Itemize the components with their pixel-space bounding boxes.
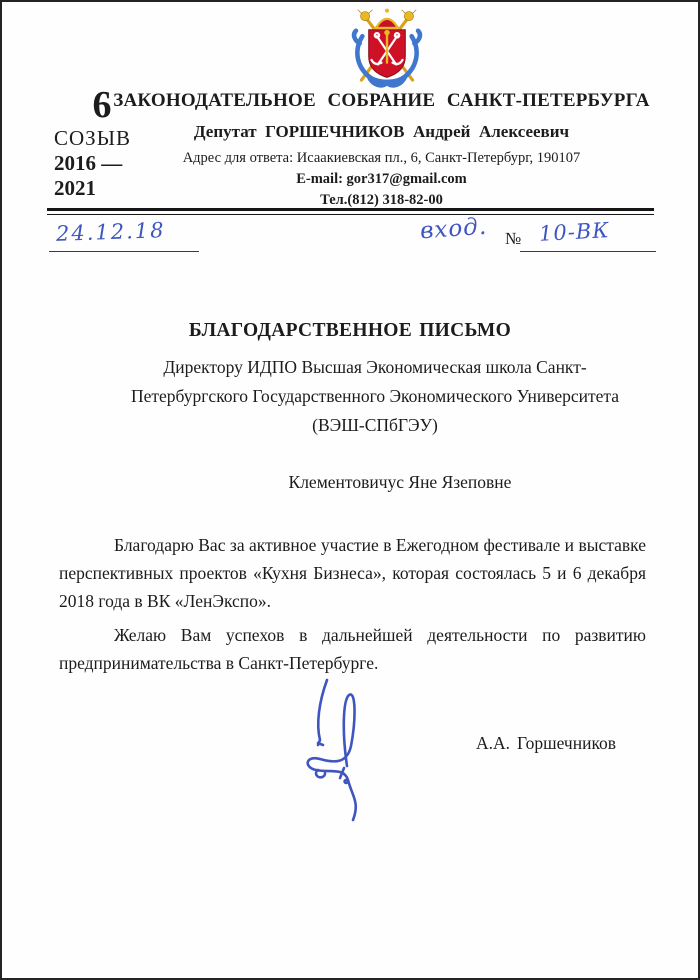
addressee-line-3: (ВЭШ-СПбГЭУ) <box>312 415 438 435</box>
term-start: 2016 — <box>54 151 123 176</box>
handwritten-date: 24.12.18 <box>55 218 166 246</box>
assembly-title: ЗАКОНОДАТЕЛЬНОЕ СОБРАНИЕ САНКТ-ПЕТЕРБУРГА <box>113 90 650 111</box>
convocation-number: 6 <box>92 84 112 126</box>
number-underline <box>520 251 656 252</box>
body-paragraph-2: Желаю Вам успехов в дальнейшей деятельности по развитию предпринимательства в Санкт-Петербурге. <box>59 625 646 673</box>
spb-coat-of-arms-icon <box>340 7 434 91</box>
letter-title: БЛАГОДАРСТВЕННОЕ ПИСЬМО <box>188 320 512 341</box>
handwritten-signature-icon <box>290 670 402 826</box>
body-paragraph-1: Благодарю Вас за активное участие в Ежегодном фестивале и выставке перспективных проектов «Кухня Бизнеса», которая состоялась 5 и 6 декабря 2018 года в ВК «ЛенЭкспо». <box>59 535 646 611</box>
addressee-line-1: Директору ИДПО Высшая Экономическая школа Санкт- <box>163 357 587 377</box>
convocation-label: СОЗЫВ <box>54 126 132 150</box>
email-line: E-mail: gor317@gmail.com <box>296 171 467 187</box>
deputy-name-line: Депутат ГОРШЕЧНИКОВ Андрей Алексеевич <box>193 122 570 141</box>
date-underline <box>49 251 199 252</box>
number-sign: № <box>505 229 522 248</box>
handwritten-incoming-number: 10-ВК <box>538 218 611 246</box>
reply-address-line: Адрес для ответа: Исаакиевская пл., 6, Санкт-Петербург, 190107 <box>182 150 581 166</box>
addressee-line-2: Петербургского Государственного Экономического Университета <box>130 386 620 406</box>
addressee-block <box>77 353 673 440</box>
term-end: 2021 <box>54 176 96 201</box>
phone-line: Тел.(812) 318-82-00 <box>320 192 443 208</box>
letter-body <box>59 531 646 677</box>
recipient-name: Клементовичус Яне Язеповне <box>288 472 512 492</box>
signature-printed-name: А.А. Горшечников <box>476 733 617 753</box>
handwritten-incoming-mark: вход. <box>419 213 488 245</box>
letterhead <box>110 90 653 209</box>
letterhead-divider <box>47 208 654 215</box>
